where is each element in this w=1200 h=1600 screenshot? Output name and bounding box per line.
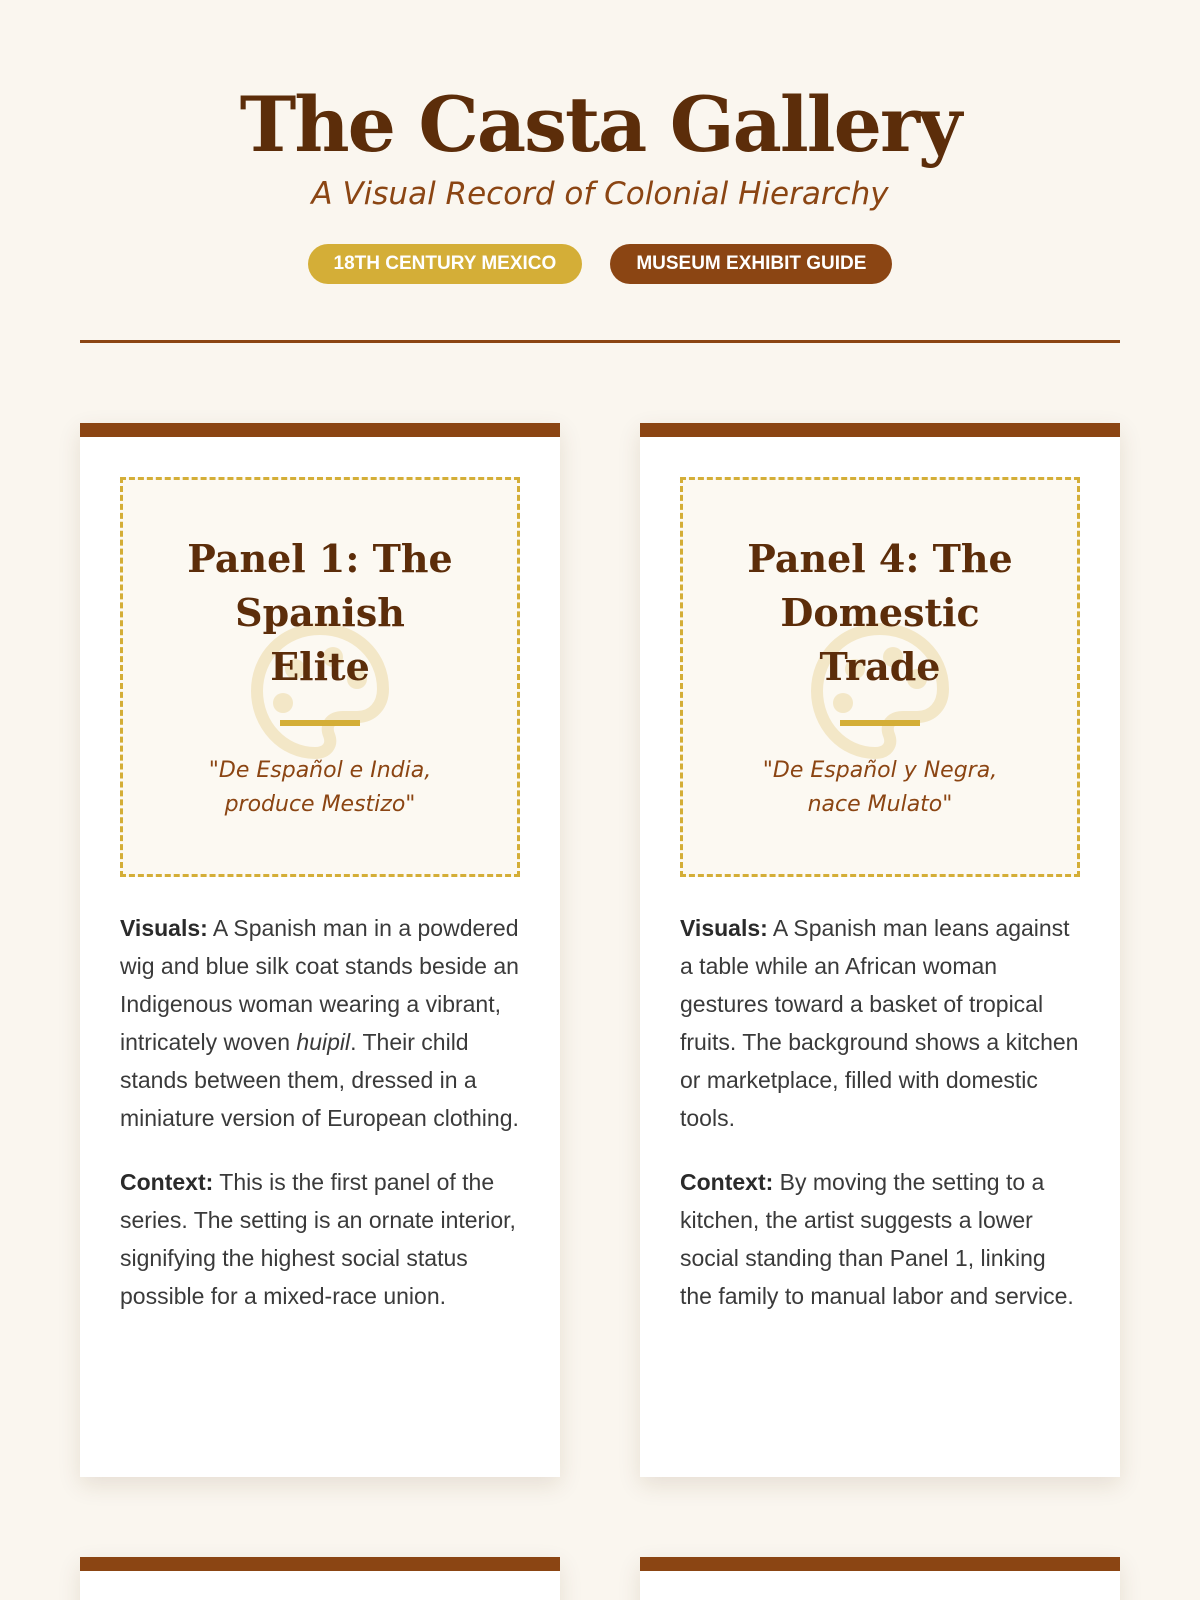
visuals-paragraph xyxy=(120,909,520,1137)
panel-title: Panel 1: The Spanish Elite xyxy=(187,536,453,689)
panel-description xyxy=(120,909,520,1341)
visuals-text: A Spanish man leans against a table while an African woman gestures toward a basket of tropical fruits. The background shows a kitchen or marketplace, filled with domestic tools. xyxy=(680,915,1079,1131)
panel-card-next-right xyxy=(640,1557,1120,1600)
visuals-term: huipil xyxy=(296,1029,351,1055)
exhibit-badge: MUSEUM EXHIBIT GUIDE xyxy=(610,244,892,284)
panel-quote: "De Español e India, produce Mestizo" xyxy=(208,758,432,817)
context-text: This is the first panel of the series. The setting is an ornate interior, signifying the highest social status possible for a mixed-race union. xyxy=(120,1169,516,1309)
era-badge: 18TH CENTURY MEXICO xyxy=(308,244,583,284)
artwork-frame xyxy=(120,477,520,877)
panel-description xyxy=(680,909,1080,1341)
visuals-text: A Spanish man in a powdered wig and blue silk coat stands beside an Indigenous woman wearing a vibrant, intricately woven xyxy=(120,915,519,1055)
page-subtitle: A Visual Record of Colonial Hierarchy xyxy=(311,176,889,212)
page-title: The Casta Gallery xyxy=(239,80,961,169)
context-text: By moving the setting to a kitchen, the artist suggests a lower social standing than Panel 1, linking the family to manual labor and service. xyxy=(680,1169,1074,1309)
panel-quote: "De Español y Negra, nace Mulato" xyxy=(762,758,998,817)
context-label: Context: xyxy=(680,1169,774,1195)
panel-card-1 xyxy=(80,423,560,1477)
context-paragraph xyxy=(120,1163,520,1315)
visuals-label: Visuals: xyxy=(680,915,768,941)
visuals-text-end: . Their child stands between them, dressed in a miniature version of European clothing. xyxy=(120,1029,519,1131)
title-underline xyxy=(840,720,920,726)
panel-card-next-left xyxy=(80,1557,560,1600)
badge-row xyxy=(0,244,1200,284)
header-divider xyxy=(80,340,1120,343)
title-underline xyxy=(280,720,360,726)
panel-card-4 xyxy=(640,423,1120,1477)
context-paragraph xyxy=(680,1163,1080,1315)
page-header xyxy=(0,0,1200,284)
panel-title: Panel 4: The Domestic Trade xyxy=(747,536,1013,689)
visuals-paragraph xyxy=(680,909,1080,1137)
visuals-label: Visuals: xyxy=(120,915,208,941)
artwork-frame xyxy=(680,477,1080,877)
context-label: Context: xyxy=(120,1169,214,1195)
